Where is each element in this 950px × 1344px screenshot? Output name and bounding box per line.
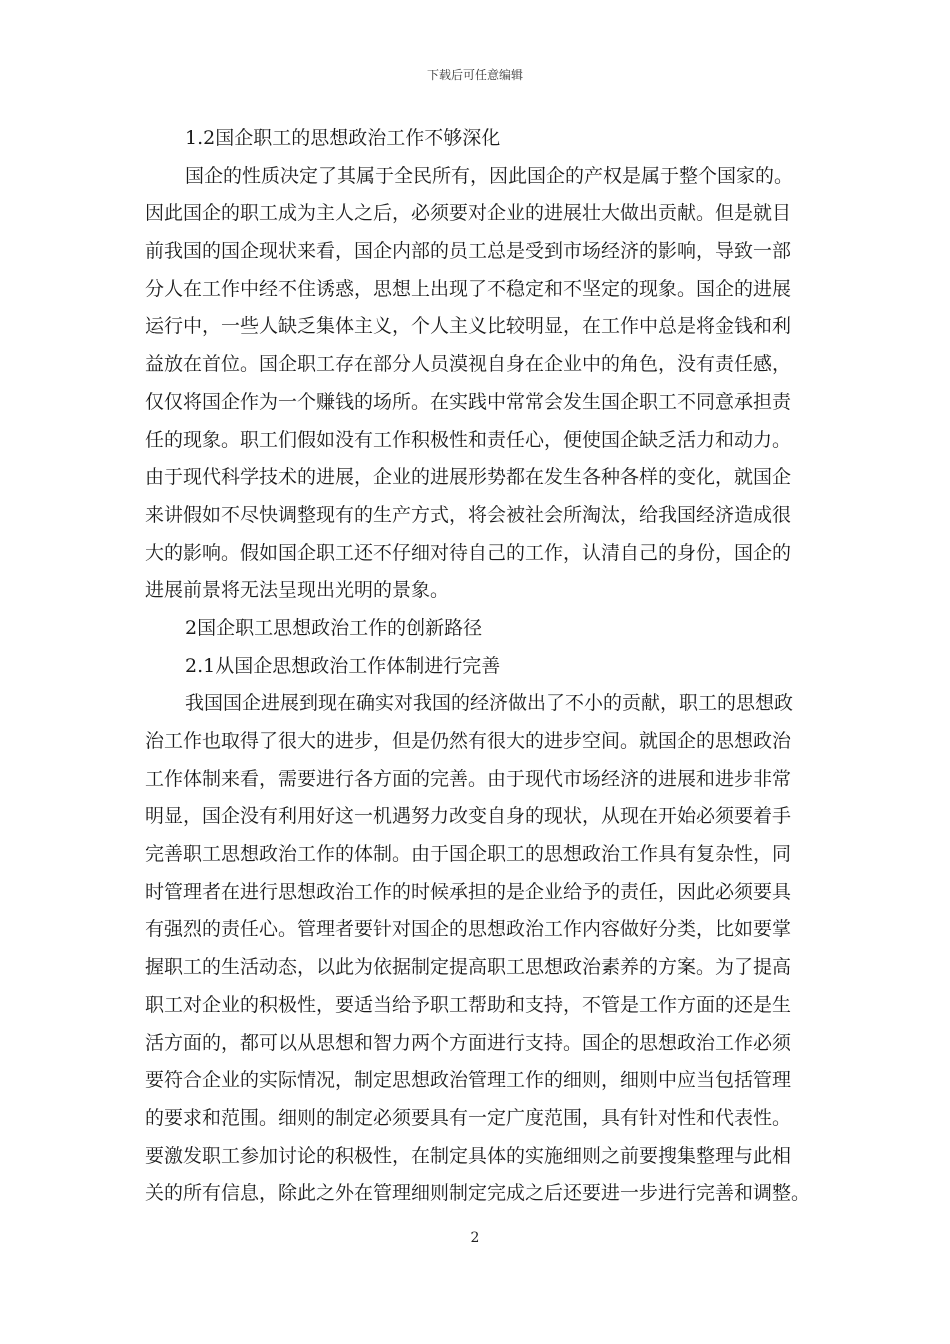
paragraph-line: 活方面的，都可以从思想和智力两个方面进行支持。国企的思想政治工作必须: [145, 1031, 792, 1054]
paragraph-line: 来讲假如不尽快调整现有的生产方式，将会被社会所淘汰，给我国经济造成很: [145, 503, 792, 526]
paragraph-line: 明显，国企没有利用好这一机遇努力改变自身的现状，从现在开始必须要着手: [145, 805, 792, 828]
section-heading-2-1: 2.1从国企思想政治工作体制进行完善: [185, 654, 501, 677]
document-body: [145, 120, 810, 1213]
paragraph-line: 大的影响。假如国企职工还不仔细对待自己的工作，认清自己的身份，国企的: [145, 541, 792, 564]
paragraph-line: 进展前景将无法呈现出光明的景象。: [145, 579, 450, 602]
paragraph-line: 前我国的国企现状来看，国企内部的员工总是受到市场经济的影响，导致一部: [145, 240, 792, 263]
paragraph-line: 工作体制来看，需要进行各方面的完善。由于现代市场经济的进展和进步非常: [145, 767, 792, 790]
paragraph-line: 益放在首位。国企职工存在部分人员漠视自身在企业中的角色，没有责任感，: [145, 353, 792, 376]
section-heading-2: 2国企职工思想政治工作的创新路径: [185, 616, 483, 639]
paragraph-line: 握职工的生活动态，以此为依据制定提高职工思想政治素养的方案。为了提高: [145, 956, 792, 979]
paragraph-line: 职工对企业的积极性，要适当给予职工帮助和支持，不管是工作方面的还是生: [145, 993, 792, 1016]
paragraph-line: 我国国企进展到现在确实对我国的经济做出了不小的贡献，职工的思想政: [185, 692, 794, 715]
paragraph-line: 因此国企的职工成为主人之后，必须要对企业的进展壮大做出贡献。但是就目: [145, 202, 792, 225]
paragraph-line: 要符合企业的实际情况，制定思想政治管理工作的细则，细则中应当包括管理: [145, 1069, 792, 1092]
paragraph-line: 的要求和范围。细则的制定必须要具有一定广度范围，具有针对性和代表性。: [145, 1106, 792, 1129]
paragraph-line: 任的现象。职工们假如没有工作积极性和责任心，便使国企缺乏活力和动力。: [145, 428, 792, 451]
page-number: 2: [470, 1230, 480, 1246]
paragraph-line: 关的所有信息，除此之外在管理细则制定完成之后还要进一步进行完善和调整。: [145, 1182, 811, 1205]
paragraph-line: 完善职工思想政治工作的体制。由于国企职工的思想政治工作具有复杂性，同: [145, 843, 792, 866]
paragraph-line: 国企的性质决定了其属于全民所有，因此国企的产权是属于整个国家的。: [185, 164, 794, 187]
paragraph-line: 治工作也取得了很大的进步，但是仍然有很大的进步空间。就国企的思想政治: [145, 730, 792, 752]
section-heading-1-2: 1.2国企职工的思想政治工作不够深化: [185, 127, 501, 149]
paragraph-2: [145, 685, 810, 1213]
paragraph-line: 有强烈的责任心。管理者要针对国企的思想政治工作内容做好分类，比如要掌: [145, 918, 792, 941]
paragraph-line: 分人在工作中经不住诱惑，思想上出现了不稳定和不坚定的现象。国企的进展: [145, 277, 792, 300]
paragraph-1: [145, 158, 810, 610]
paragraph-line: 时管理者在进行思想政治工作的时候承担的是企业给予的责任，因此必须要具: [145, 880, 792, 903]
paragraph-line: 要激发职工参加讨论的积极性，在制定具体的实施细则之前要搜集整理与此相: [145, 1144, 792, 1167]
paragraph-line: 运行中，一些人缺乏集体主义，个人主义比较明显，在工作中总是将金钱和利: [145, 315, 792, 338]
paragraph-line: 仅仅将国企作为一个赚钱的场所。在实践中常常会发生国企职工不同意承担责: [145, 390, 792, 413]
paragraph-line: 由于现代科学技术的进展，企业的进展形势都在发生各种各样的变化，就国企: [145, 466, 792, 489]
page-header: 下载后可任意编辑: [426, 68, 523, 82]
